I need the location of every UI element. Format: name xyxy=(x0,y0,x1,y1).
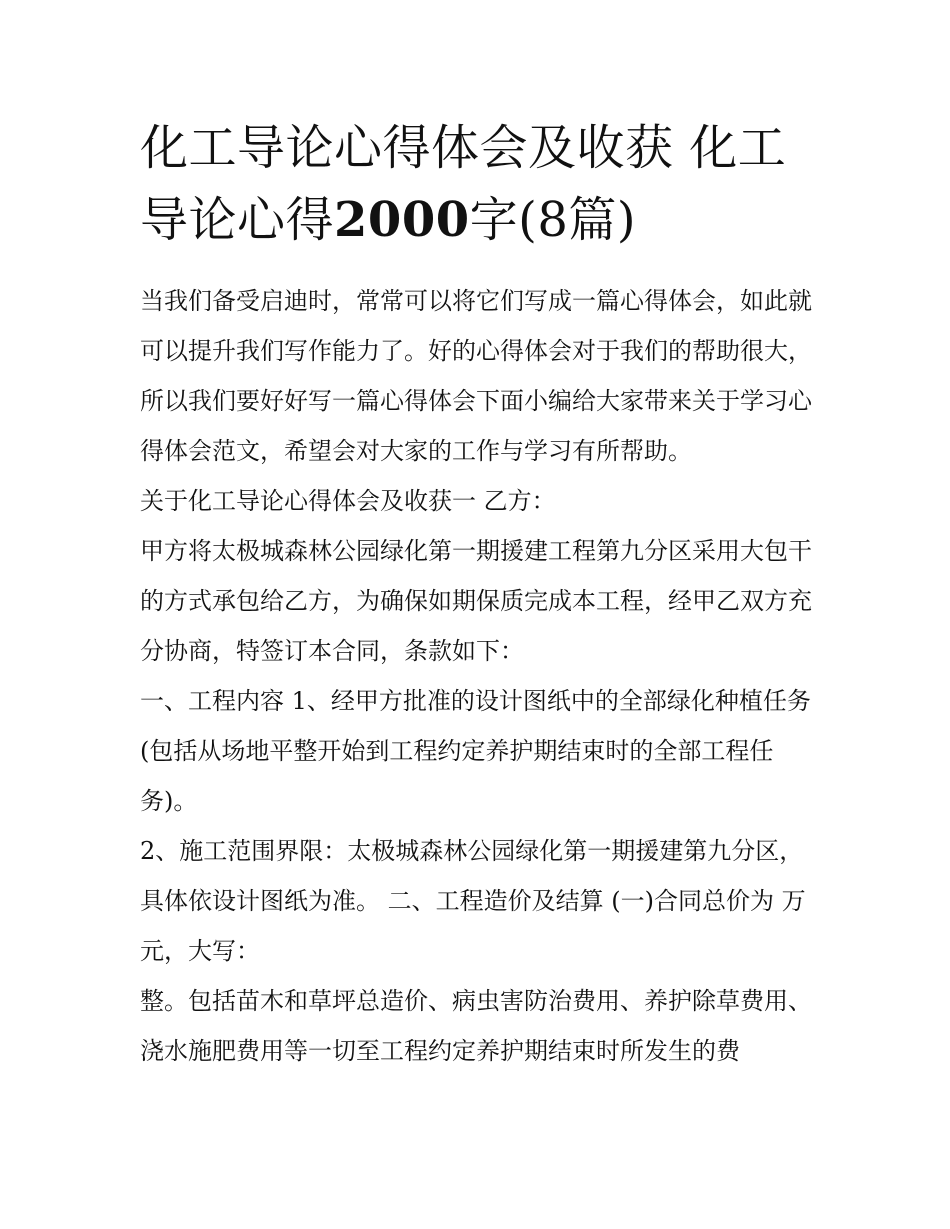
title-text-part1: 化工导论心得体会及收获 化工导论心得 xyxy=(140,120,787,248)
document-title xyxy=(140,112,812,256)
paragraph-work-content: 一、工程内容 1、经甲方批准的设计图纸中的全部绿化种植任务(包括从场地平整开始到工程约定养护期结束时的全部工程任务)。 xyxy=(140,687,811,815)
paragraph-intro: 当我们备受启迪时，常常可以将它们写成一篇心得体会，如此就可以提升我们写作能力了。好的心得体会对于我们的帮助很大，所以我们要好好写一篇心得体会下面小编给大家带来关于学习心得体会范文，希望会对大家的工作与学习有所帮助。 xyxy=(140,287,812,465)
paragraph-contract-intro: 甲方将太极城森林公园绿化第一期援建工程第九分区采用大包干的方式承包给乙方，为确保如期保质完成本工程，经甲乙双方充分协商，特签订本合同，条款如下： xyxy=(140,537,812,665)
title-number: 2000 xyxy=(334,192,470,248)
paragraph-price-detail: 整。包括苗木和草坪总造价、病虫害防治费用、养护除草费用、浇水施肥费用等一切至工程约定养护期结束时所发生的费 xyxy=(140,987,812,1065)
paragraph-heading-one: 关于化工导论心得体会及收获一 乙方： xyxy=(140,487,556,515)
title-text-part2: 字(8篇) xyxy=(469,192,637,248)
paragraph-scope: 2、施工范围界限：太极城森林公园绿化第一期援建第九分区，具体依设计图纸为准。 二、工程造价及结算 (一)合同总价为 万元，大写： xyxy=(140,837,806,965)
document-page xyxy=(140,112,812,1076)
